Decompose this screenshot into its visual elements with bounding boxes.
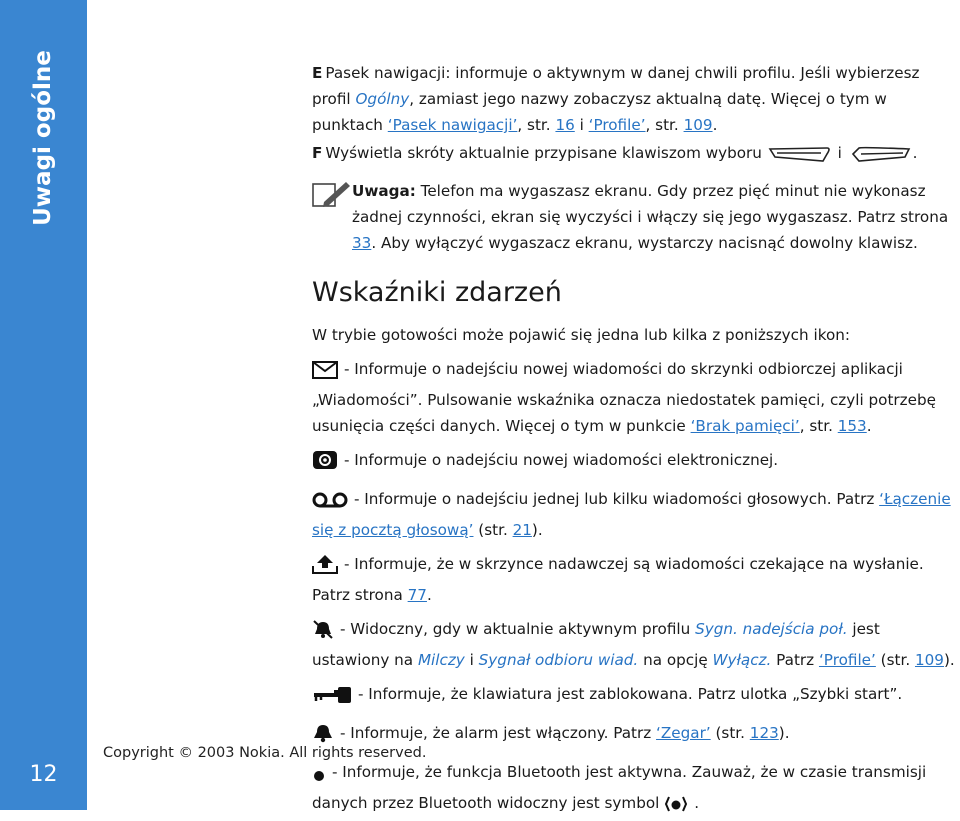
text: - Informuje o nadejściu nowej wiadomości do skrzynki odbiorczej aplikacji „Wiadomości”. Pulsowanie wskaźnika oznacza niedostatek pamięci, czyli potrzebę usunięcia części danych. Więcej o tym w punkcie [312,360,936,435]
text: - Informuje, że klawiatura jest zablokowana. Patrz ulotka „Szybki start”. [358,685,903,703]
copyright: Copyright © 2003 Nokia. All rights reserved. [103,745,427,761]
text: Patrz [771,651,819,669]
side-tab [0,0,87,712]
at-sign-icon [312,450,338,478]
text: Pasek nawigacji: informuje o aktywnym w danej chwili profilu. Jeśli wybierzesz profil [312,64,920,108]
text: i [464,651,479,669]
text: ). [943,651,955,669]
link-brak-pamieci[interactable]: ‘Brak pamięci’ [690,417,800,435]
link-pasek-nawigacji[interactable]: ‘Pasek nawigacji’ [387,116,518,134]
link-page-16[interactable]: 16 [555,116,575,134]
note-text [312,178,958,256]
text: , str. [517,116,556,134]
alarm-bell-icon [312,723,334,751]
text: - Widoczny, gdy w aktualnie aktywnym profilu [340,620,696,638]
label-f: F [312,144,323,162]
text: . Aby wyłączyć wygaszacz ekranu, wystarczy nacisnąć dowolny klawisz. [371,234,918,252]
text: i [832,144,847,162]
section-intro: W trybie gotowości może pojawić się jedna lub kilka z poniższych ikon: [312,326,850,344]
text: , str. [645,116,684,134]
text: na opcję [638,651,713,669]
text: ). [778,724,790,742]
left-softkey-icon [767,144,833,172]
item-voice [312,486,958,543]
text: . [426,586,432,604]
setting-name: Sygn. nadejścia poł. [695,620,848,638]
side-tab-label: Uwagi ogólne [30,50,56,226]
item-email [312,447,958,478]
setting-name: Sygnał odbioru wiad. [478,651,639,669]
link-page-77[interactable]: 77 [407,586,427,604]
text: , zamiast jego nazwy zobaczysz aktualną datę. Więcej o tym w punktach [312,90,887,134]
text: . [694,794,700,812]
setting-value: Milczy [417,651,465,669]
text: , str. [799,417,838,435]
page-number-box [0,712,87,810]
bluetooth-transfer-icon [664,795,688,821]
text: Telefon ma wygaszasz ekranu. Gdy przez pięć minut nie wykonasz żadnej czynności, ekran się wyczyści i włączy się jego wygaszasz. Patrz strona [352,182,949,226]
item-keylock [312,681,958,712]
text: jest ustawiony na [312,620,880,669]
right-softkey-icon [847,144,913,172]
text: . [866,417,872,435]
link-page-109[interactable]: 109 [914,651,944,669]
page-content [312,60,958,821]
note-pencil-icon [312,180,352,216]
text: - Informuje, że funkcja Bluetooth jest aktywna. Zauważ, że w czasie transmisji danych przez Bluetooth widoczny jest symbol [312,763,927,812]
text: (str. [710,724,750,742]
text: - Informuje, że alarm jest włączony. Patrz [340,724,657,742]
link-zegar[interactable]: ‘Zegar’ [656,724,711,742]
profile-name: Ogólny [355,90,410,108]
paragraph-e [312,60,958,138]
envelope-icon [312,361,338,387]
voicemail-icon [312,491,348,517]
text: . [712,116,718,134]
setting-value: Wyłącz. [712,651,772,669]
item-silent [312,616,958,673]
text: - Informuje o nadejściu nowej wiadomości elektronicznej. [344,451,779,469]
text: (str. [875,651,915,669]
text: Wyświetla skróty aktualnie przypisane klawiszom wyboru [325,144,762,162]
link-profile[interactable]: ‘Profile’ [588,116,646,134]
item-message [312,356,958,439]
item-outbox [312,551,958,608]
section-heading: Wskaźniki zdarzeń [312,277,562,308]
link-page-123[interactable]: 123 [749,724,779,742]
link-page-33[interactable]: 33 [352,234,372,252]
link-profile[interactable]: ‘Profile’ [818,651,876,669]
item-alarm [312,720,958,751]
link-page-109[interactable]: 109 [683,116,713,134]
bluetooth-dot-icon [312,764,326,790]
key-icon [312,686,352,712]
link-poczta-glosowa[interactable]: ‘Łączenie się z pocztą głosową’ [312,490,951,539]
text: - Informuje, że w skrzynce nadawczej są wiadomości czekające na wysłanie. Patrz strona [312,555,924,604]
outbox-icon [312,554,338,582]
link-page-153[interactable]: 153 [837,417,867,435]
text: - Informuje o nadejściu jednej lub kilku wiadomości głosowych. Patrz [354,490,880,508]
text: ). [531,521,543,539]
text: (str. [473,521,513,539]
note-label: Uwaga: [352,182,416,200]
text: . [912,144,918,162]
text: i [574,116,589,134]
page-number: 12 [29,762,58,787]
paragraph-f [312,140,958,172]
label-e: E [312,64,323,82]
silent-bell-icon [312,619,334,647]
note-block [312,178,958,256]
link-page-21[interactable]: 21 [512,521,532,539]
item-bluetooth [312,759,958,821]
